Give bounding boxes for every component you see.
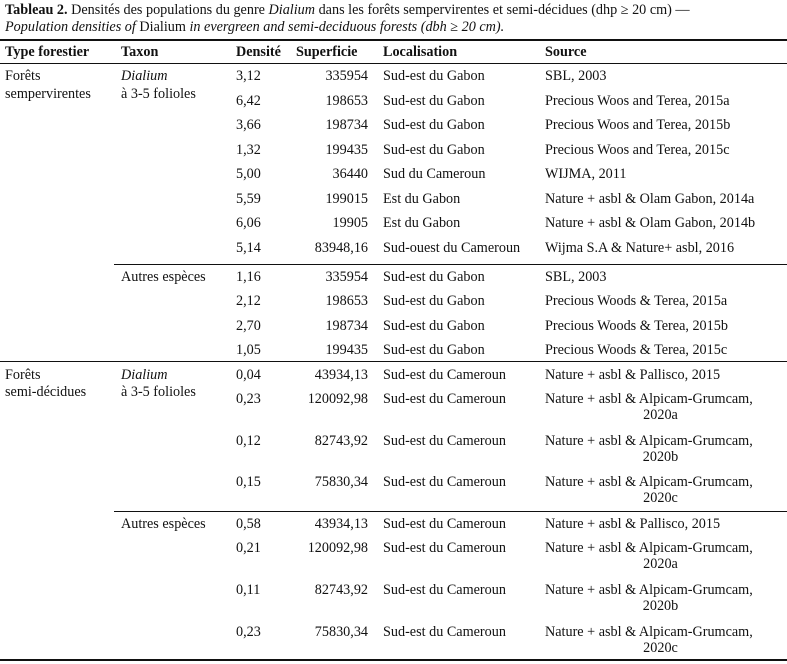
source-cell: Nature + asbl & Alpicam-Grumcam,: [545, 433, 753, 449]
localisation-cell: Est du Gabon: [383, 191, 461, 207]
localisation-cell: Sud-est du Gabon: [383, 68, 485, 84]
superficie-cell: 199015: [325, 191, 368, 207]
source-cell: Nature + asbl & Olam Gabon, 2014b: [545, 215, 756, 231]
header-superficie: Superficie: [296, 44, 358, 60]
densite-cell: 0,23: [236, 624, 261, 640]
superficie-cell: 83948,16: [314, 240, 368, 256]
superficie-cell: 120092,98: [307, 391, 368, 407]
localisation-cell: Sud-est du Gabon: [383, 93, 485, 109]
densite-cell: 2,70: [236, 318, 261, 334]
group-rule: [0, 361, 787, 362]
header-rule: [0, 63, 787, 64]
header-source: Source: [545, 44, 587, 60]
localisation-cell: Sud-est du Gabon: [383, 293, 485, 309]
localisation-cell: Sud-ouest du Cameroun: [383, 240, 521, 256]
localisation-cell: Sud-est du Cameroun: [383, 582, 506, 598]
localisation-cell: Sud-est du Gabon: [383, 142, 485, 158]
caption-genus: Dialium: [268, 2, 316, 18]
densite-cell: 0,12: [236, 433, 261, 449]
localisation-cell: Sud-est du Cameroun: [383, 367, 506, 383]
table-top-rule: [0, 39, 787, 41]
source-cell-continuation: 2020a: [643, 556, 678, 572]
densite-cell: 0,15: [236, 474, 261, 490]
caption-line-fr: [5, 2, 785, 19]
localisation-cell: Sud-est du Cameroun: [383, 624, 506, 640]
densite-cell: 0,04: [236, 367, 261, 383]
forest-type-label: Forêts: [5, 68, 41, 84]
superficie-cell: 335954: [325, 68, 368, 84]
source-cell: Nature + asbl & Alpicam-Grumcam,: [545, 474, 753, 490]
caption-genus: Dialium: [139, 19, 186, 35]
densite-cell: 2,12: [236, 293, 261, 309]
taxon-genus: Dialium: [121, 68, 168, 84]
localisation-cell: Sud-est du Cameroun: [383, 391, 506, 407]
source-cell: SBL, 2003: [545, 68, 607, 84]
source-cell: Wijma S.A & Nature+ asbl, 2016: [545, 240, 735, 256]
superficie-cell: 82743,92: [314, 582, 368, 598]
densite-cell: 1,05: [236, 342, 261, 358]
subgroup-rule: [114, 264, 787, 265]
densite-cell: 6,42: [236, 93, 261, 109]
localisation-cell: Est du Gabon: [383, 215, 461, 231]
densite-cell: 5,59: [236, 191, 261, 207]
superficie-cell: 198734: [325, 318, 368, 334]
source-cell: Precious Woos and Terea, 2015a: [545, 93, 730, 109]
superficie-cell: 198734: [325, 117, 368, 133]
source-cell: Nature + asbl & Alpicam-Grumcam,: [545, 582, 753, 598]
taxon-label: Autres espèces: [121, 516, 206, 532]
source-cell-continuation: 2020b: [642, 449, 679, 465]
source-cell: Precious Woods & Terea, 2015b: [545, 318, 728, 334]
source-cell: Precious Woos and Terea, 2015b: [545, 117, 731, 133]
header-taxon: Taxon: [121, 44, 159, 60]
superficie-cell: 198653: [325, 293, 368, 309]
localisation-cell: Sud-est du Cameroun: [383, 516, 506, 532]
taxon-label: à 3-5 folioles: [121, 86, 196, 102]
source-cell: Precious Woos and Terea, 2015c: [545, 142, 730, 158]
localisation-cell: Sud-est du Gabon: [383, 318, 485, 334]
densite-cell: 3,12: [236, 68, 261, 84]
source-cell: Nature + asbl & Pallisco, 2015: [545, 516, 721, 532]
densite-cell: 0,23: [236, 391, 261, 407]
source-cell: WIJMA, 2011: [545, 166, 627, 182]
densite-cell: 3,66: [236, 117, 261, 133]
localisation-cell: Sud-est du Gabon: [383, 342, 485, 358]
superficie-cell: 36440: [332, 166, 368, 182]
source-cell: Nature + asbl & Alpicam-Grumcam,: [545, 540, 753, 556]
caption-text: dans les forêts sempervirentes et semi-décidues (dhp ≥ 20 cm) —: [315, 2, 690, 18]
table-caption: [5, 2, 785, 36]
superficie-cell: 120092,98: [307, 540, 368, 556]
densite-cell: 1,16: [236, 269, 261, 285]
forest-type-label: sempervirentes: [5, 86, 91, 102]
source-cell: Nature + asbl & Alpicam-Grumcam,: [545, 624, 753, 640]
caption-line-en: [5, 19, 785, 36]
taxon-label: Autres espèces: [121, 269, 206, 285]
caption-label: Tableau 2.: [5, 2, 68, 18]
source-cell-continuation: 2020c: [643, 640, 678, 656]
superficie-cell: 335954: [325, 269, 368, 285]
header-densite: Densité: [236, 44, 281, 60]
superficie-cell: 75830,34: [314, 624, 368, 640]
source-cell: Precious Woods & Terea, 2015a: [545, 293, 728, 309]
header-type-forestier: Type forestier: [5, 44, 90, 60]
forest-type-label: semi-décidues: [5, 384, 87, 400]
superficie-cell: 198653: [325, 93, 368, 109]
superficie-cell: 199435: [325, 142, 368, 158]
source-cell: Nature + asbl & Alpicam-Grumcam,: [545, 391, 753, 407]
source-cell-continuation: 2020c: [643, 490, 678, 506]
superficie-cell: 43934,13: [314, 516, 368, 532]
source-cell: Nature + asbl & Pallisco, 2015: [545, 367, 721, 383]
source-cell-continuation: 2020a: [643, 407, 678, 423]
forest-type-label: Forêts: [5, 367, 41, 383]
localisation-cell: Sud-est du Gabon: [383, 269, 485, 285]
superficie-cell: 19905: [332, 215, 368, 231]
source-cell-continuation: 2020b: [642, 598, 679, 614]
superficie-cell: 82743,92: [314, 433, 368, 449]
source-cell: SBL, 2003: [545, 269, 607, 285]
superficie-cell: 43934,13: [314, 367, 368, 383]
densite-cell: 5,00: [236, 166, 261, 182]
taxon-label: à 3-5 folioles: [121, 384, 196, 400]
caption-text: in evergreen and semi-deciduous forests (dbh ≥ 20 cm).: [185, 19, 505, 35]
source-cell: Nature + asbl & Olam Gabon, 2014a: [545, 191, 755, 207]
source-cell: Precious Woods & Terea, 2015c: [545, 342, 728, 358]
localisation-cell: Sud-est du Cameroun: [383, 433, 506, 449]
densite-cell: 0,21: [236, 540, 261, 556]
densite-cell: 0,58: [236, 516, 261, 532]
superficie-cell: 75830,34: [314, 474, 368, 490]
densite-cell: 6,06: [236, 215, 261, 231]
densite-cell: 5,14: [236, 240, 261, 256]
localisation-cell: Sud-est du Cameroun: [383, 474, 506, 490]
densite-cell: 1,32: [236, 142, 261, 158]
densite-cell: 0,11: [236, 582, 261, 598]
localisation-cell: Sud-est du Gabon: [383, 117, 485, 133]
superficie-cell: 199435: [325, 342, 368, 358]
localisation-cell: Sud-est du Cameroun: [383, 540, 506, 556]
header-localisation: Localisation: [383, 44, 458, 60]
localisation-cell: Sud du Cameroun: [383, 166, 486, 182]
caption-text: Densités des populations du genre: [67, 2, 269, 18]
table-bottom-rule: [0, 659, 787, 661]
subgroup-rule: [114, 511, 787, 512]
taxon-genus: Dialium: [121, 367, 168, 383]
caption-text: Population densities of: [5, 19, 140, 35]
